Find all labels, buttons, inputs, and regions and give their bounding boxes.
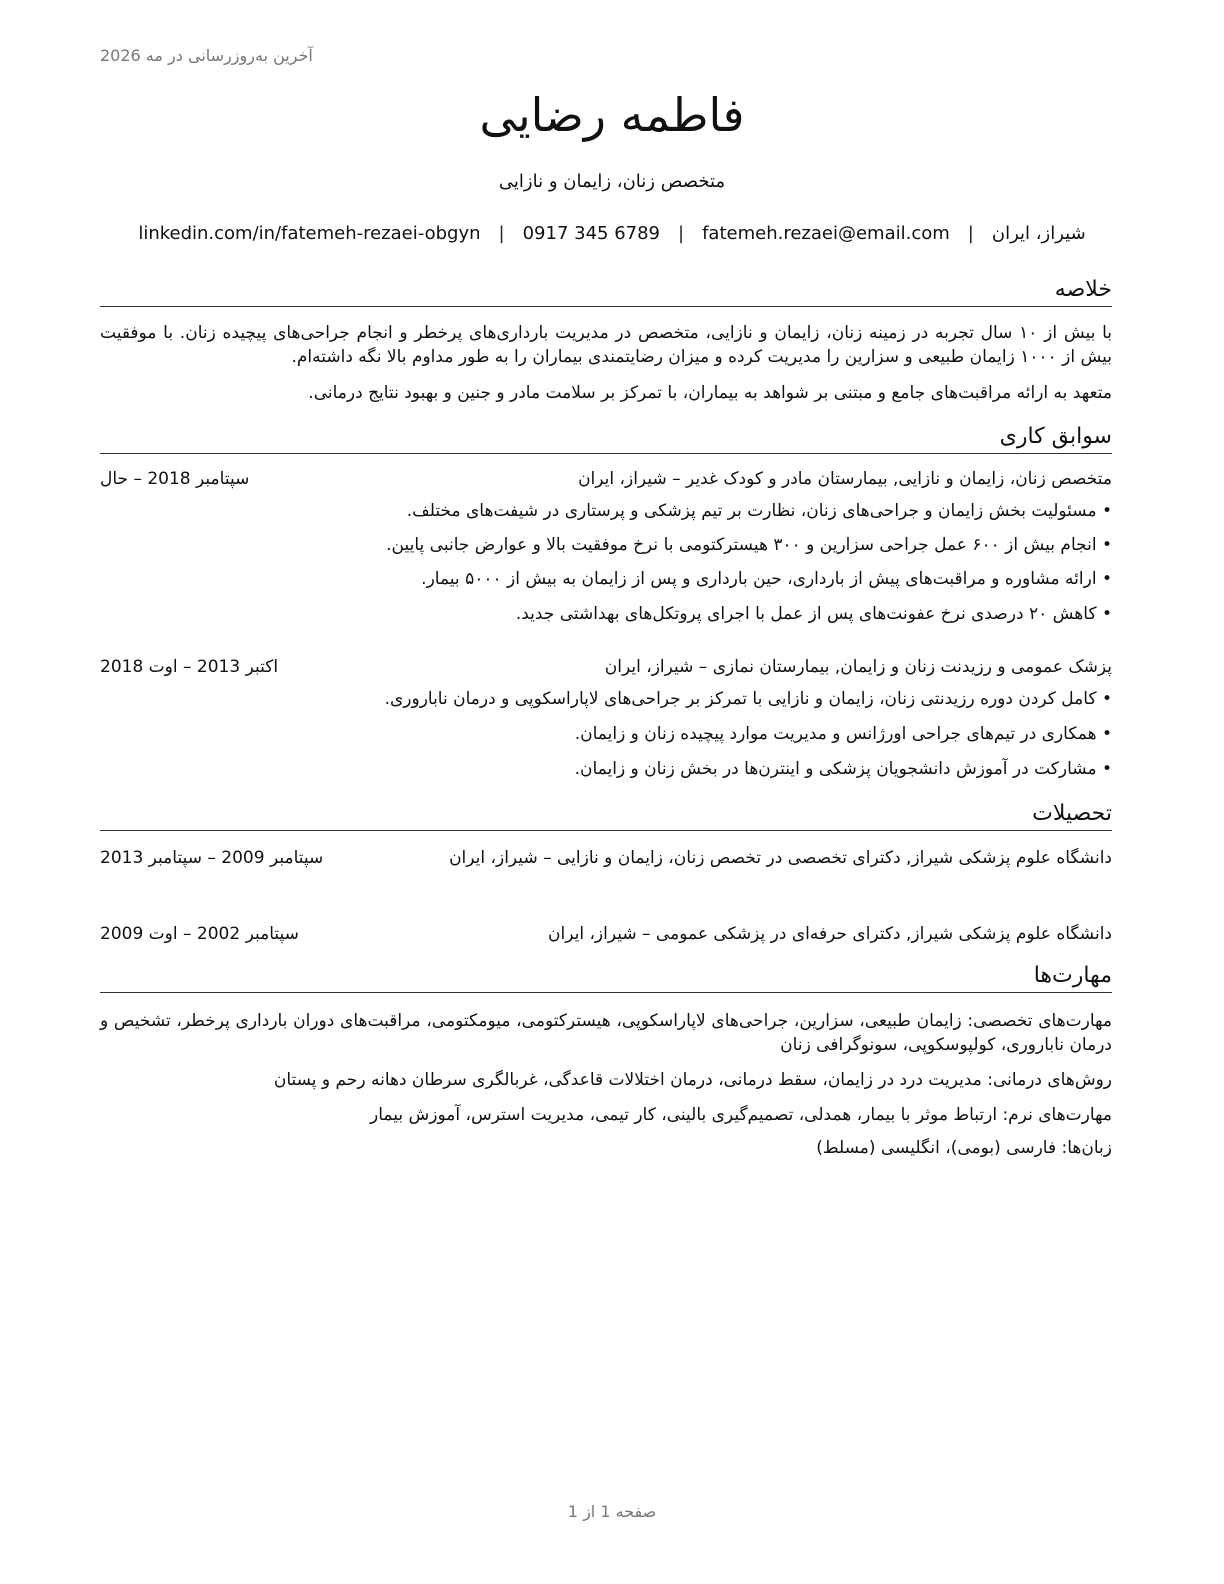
education-heading: تحصیلات [100,800,1112,831]
education-item-1 [100,846,1112,870]
skills-line: زبان‌ها: فارسی (بومی)، انگلیسی (مسلط) [816,1138,1112,1158]
job-title: متخصص زنان، زایمان و نازایی [498,171,726,192]
skills-heading: مهارت‌ها [100,962,1112,993]
job-1-role: متخصص زنان، زایمان و نازایی, بیمارستان مادر و کودک غدیر – شیراز، ایران [578,469,1112,489]
last-updated: آخرین به‌روزرسانی در مه 2026 [100,46,313,65]
education-1-degree: دانشگاه علوم پزشکی شیراز, دکترای تخصصی در تخصص زنان، زایمان و نازایی – شیراز، ایران [449,848,1112,868]
contact-location: شیراز، ایران [991,223,1086,244]
education-2-degree: دانشگاه علوم پزشکی شیراز, دکترای حرفه‌ای در پزشکی عمومی – شیراز، ایران [548,924,1112,944]
skills-line: مهارت‌های نرم: ارتباط موثر با بیمار، همدلی، تصمیم‌گیری بالینی، کار تیمی، مدیریت استرس، آموزش بیمار [370,1105,1112,1125]
education-2-dates: سپتامبر 2002 – اوت 2009 [100,924,299,944]
education-1-dates: سپتامبر 2009 – سپتامبر 2013 [100,848,324,868]
job-2-bullet: • مشارکت در آموزش دانشجویان پزشکی و اینترن‌ها در بخش زنان و زایمان. [100,757,1112,781]
contact-separator: | [498,223,505,244]
contact-separator: | [678,223,685,244]
job-1-bullet: • کاهش ۲۰ درصدی نرخ عفونت‌های پس از عمل با اجرای پروتکل‌های بهداشتی جدید. [100,602,1112,626]
contact-separator: | [967,223,974,244]
job-1-bullet: • ارائه مشاوره و مراقبت‌های پیش از بارداری، حین بارداری و پس از زایمان به بیش از ۵۰۰۰ بیمار. [100,567,1112,591]
summary-heading: خلاصه [100,276,1112,307]
job-2-role: پزشک عمومی و رزیدنت زنان و زایمان, بیمارستان نمازی – شیراز، ایران [604,657,1112,677]
job-1-dates: سپتامبر 2018 – حال [100,469,250,489]
contact-phone: 0917 345 6789 [522,223,661,244]
job-2-header [100,655,1112,679]
skills-line: روش‌های درمانی: مدیریت درد در زایمان، سقط درمانی، درمان اختلالات قاعدگی، غربالگری سرطان دهانه رحم و پستان [273,1070,1112,1090]
job-1-bullet: • مسئولیت بخش زایمان و جراحی‌های زنان، نظارت بر تیم پزشکی و پرستاری در شیفت‌های مختلف. [100,499,1112,523]
skills-line: مهارت‌های تخصصی: زایمان طبیعی، سزارین، جراحی‌های لاپاراسکوپی، هیسترکتومی، میومکتومی، مراقبت‌های دوران بارداری پرخطر، تشخیص و درمان ناباروری، کولپوسکوپی، سونوگرافی زنان [100,1011,1112,1055]
job-1-bullet: • انجام بیش از ۶۰۰ عمل جراحی سزارین و ۳۰۰ هیسترکتومی با نرخ موفقیت بالا و عوارض جانبی پایین. [100,533,1112,557]
person-name: فاطمه رضایی [479,88,745,142]
experience-heading: سوابق کاری [100,423,1112,454]
page-number: صفحه 1 از 1 [567,1502,657,1521]
summary-paragraph-1: با بیش از ۱۰ سال تجربه در زمینه زنان، زایمان و نازایی، متخصص در مدیریت بارداری‌های پرخطر و انجام جراحی‌های پیچیده زنان. با موفقیت بیش از ۱۰۰۰ زایمان طبیعی و سزارین را مدیریت کرده و میزان رضایتمندی بیماران را به طور مداوم بالا نگه داشته‌ام. [100,323,1113,367]
job-1-header [100,467,1112,491]
education-item-2 [100,922,1112,946]
job-2-bullet: • همکاری در تیم‌های جراحی اورژانس و مدیریت موارد پیچیده زنان و زایمان. [100,722,1112,746]
contact-email[interactable]: fatemeh.rezaei@email.com [702,223,950,244]
contact-linkedin[interactable]: linkedin.com/in/fatemeh-rezaei-obgyn [138,223,481,244]
contact-line [0,223,1224,244]
job-2-dates: اکتبر 2013 – اوت 2018 [100,657,279,677]
job-2-bullet: • کامل کردن دوره رزیدنتی زنان، زایمان و نازایی با تمرکز بر جراحی‌های لاپاراسکوپی و درمان ناباروری. [100,687,1112,711]
summary-paragraph-2: متعهد به ارائه مراقبت‌های جامع و مبتنی بر شواهد به بیماران، با تمرکز بر سلامت مادر و جنین و بهبود نتایج درمانی. [308,383,1112,403]
